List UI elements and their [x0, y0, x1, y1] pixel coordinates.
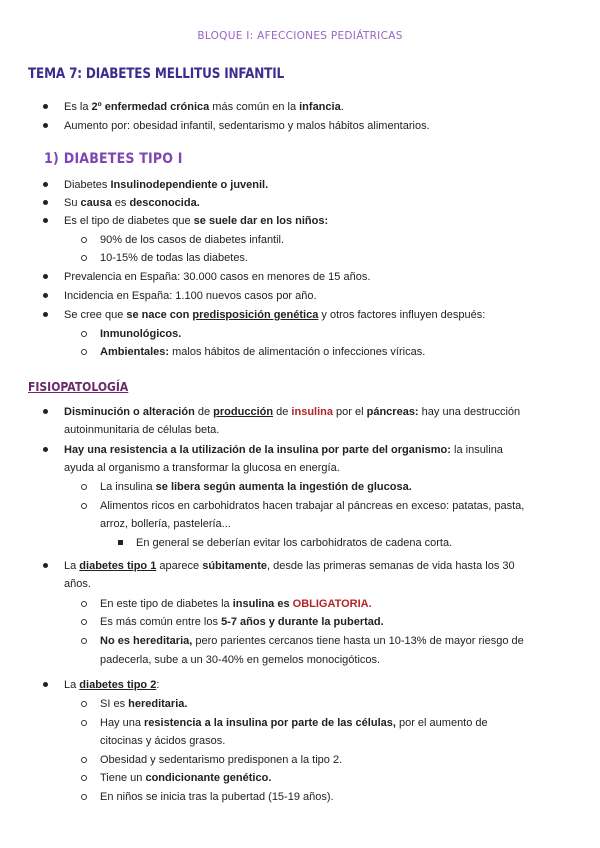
intro-bullet-2: Aumento por: obesidad infantil, sedentarismo y malos hábitos alimentarios.: [64, 120, 430, 132]
fisio-sub-bullet-2b-cont: arroz, bollería, pastelería...: [100, 518, 231, 530]
fisio-sub-bullet-3c: No es hereditaria, pero parientes cercanos tiene hasta un 10-13% de mayor riesgo de: [100, 635, 524, 647]
tipo1-bullet-3: Es el tipo de diabetes que se suele dar en los niños:: [64, 215, 329, 227]
page-header: BLOQUE I: AFECCIONES PEDIÁTRICAS: [197, 30, 403, 42]
fisio-sub-bullet-3b: Es más común entre los 5-7 años y durante la pubertad.: [100, 616, 384, 628]
fisio-bullet-1: Disminución o alteración de producción de insulina por el páncreas: hay una destrucción: [64, 406, 521, 418]
tipo1-bullet-5: Incidencia en España: 1.100 nuevos casos por año.: [64, 290, 317, 302]
fisio-sub-bullet-2b: Alimentos ricos en carbohidratos hacen trabajar al páncreas en exceso: patatas, pasta,: [100, 500, 525, 512]
fisio-bullet-4: La diabetes tipo 2:: [64, 679, 160, 691]
section-heading-diabetes-tipo-1: 1) DIABETES TIPO I: [44, 151, 183, 167]
tipo1-bullet-1: Diabetes Insulinodependiente o juvenil.: [64, 179, 269, 191]
fisio-sub-bullet-3a: En este tipo de diabetes la insulina es OBLIGATORIA.: [100, 598, 372, 610]
fisio-sub-sub-bullet: En general se deberían evitar los carbohidratos de cadena corta.: [136, 537, 453, 549]
tipo1-sub-bullet-3a: 90% de los casos de diabetes infantil.: [100, 234, 285, 246]
fisio-bullet-3-cont: años.: [64, 578, 91, 590]
tipo1-bullet-2: Su causa es desconocida.: [64, 197, 200, 209]
tipo1-sub-bullet-3b: 10-15% de todas las diabetes.: [100, 252, 248, 264]
fisio-sub-bullet-4e: En niños se inicia tras la pubertad (15-19 años).: [100, 791, 334, 803]
fisio-bullet-2: Hay una resistencia a la utilización de la insulina por parte del organismo: la insulina: [64, 444, 503, 456]
document-title: TEMA 7: DIABETES MELLITUS INFANTIL: [28, 66, 285, 82]
fisio-sub-bullet-4b-cont: citocinas y ácidos grasos.: [100, 735, 226, 747]
tipo1-sub-bullet-6a: Inmunológicos.: [100, 328, 182, 340]
tipo1-sub-bullet-6b: Ambientales: malos hábitos de alimentación o infecciones víricas.: [100, 346, 426, 358]
fisio-sub-bullet-3c-cont: padecerla, sube a un 30-40% en gemelos monocigóticos.: [100, 654, 381, 666]
fisio-sub-bullet-4c: Obesidad y sedentarismo predisponen a la tipo 2.: [100, 754, 343, 766]
tipo1-bullet-4: Prevalencia en España: 30.000 casos en menores de 15 años.: [64, 271, 371, 283]
fisio-sub-bullet-4d: Tiene un condicionante genético.: [100, 772, 272, 784]
fisio-bullet-3: La diabetes tipo 1 aparece súbitamente, desde las primeras semanas de vida hasta los 30: [64, 560, 515, 572]
section-heading-fisiopatologia: FISIOPATOLOGÍA: [28, 380, 129, 394]
fisio-sub-bullet-2a: La insulina se libera según aumenta la ingestión de glucosa.: [100, 481, 412, 493]
fisio-bullet-2-cont: ayuda al organismo a transformar la glucosa en energía.: [64, 462, 340, 474]
fisio-bullet-1-cont: autoinmunitaria de células beta.: [64, 424, 220, 436]
fisio-sub-bullet-4a: SI es hereditaria.: [100, 698, 188, 710]
tipo1-bullet-6: Se cree que se nace con predisposición genética y otros factores influyen después:: [64, 309, 486, 321]
fisio-sub-bullet-4b: Hay una resistencia a la insulina por parte de las células, por el aumento de: [100, 717, 488, 729]
intro-bullet-1: Es la 2º enfermedad crónica más común en la infancia.: [64, 101, 344, 113]
